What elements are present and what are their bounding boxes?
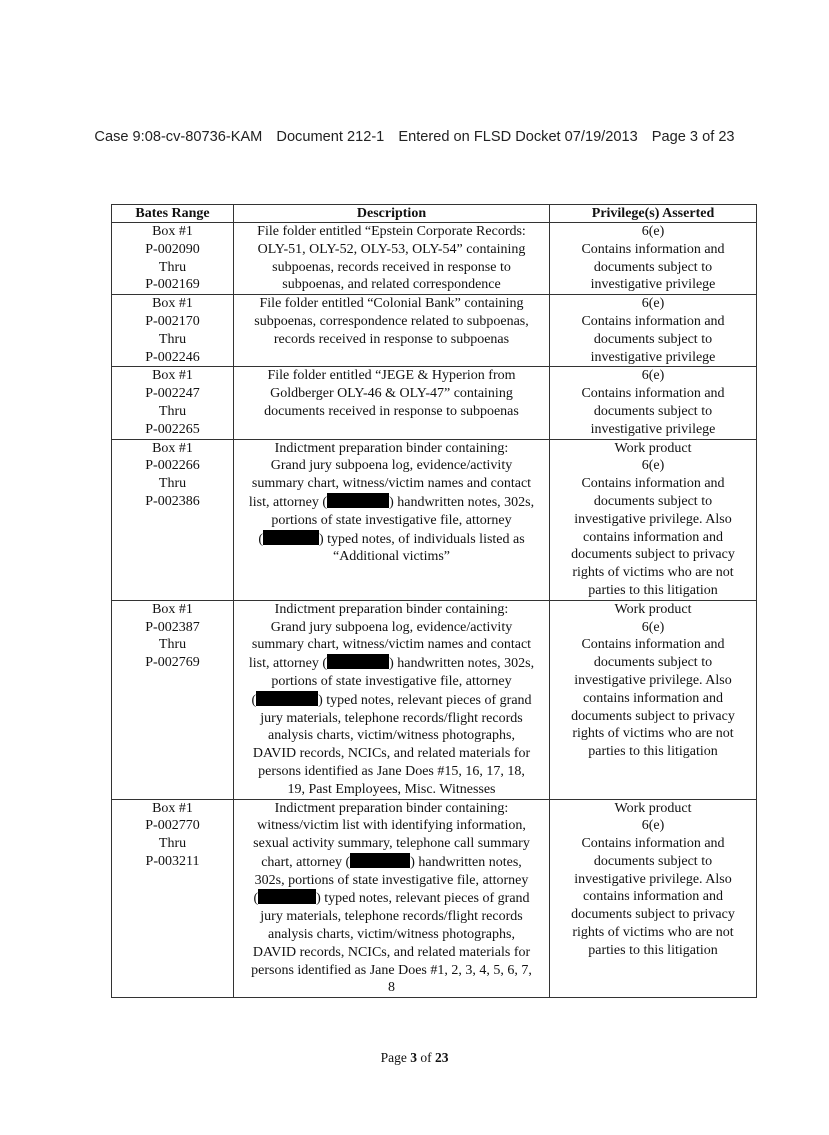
bates-start: P-002170 (145, 313, 200, 329)
description-line: ( ) typed notes, of individuals listed as (258, 531, 525, 547)
description-cell (234, 223, 550, 295)
privilege-line: Work product (614, 601, 692, 617)
privilege-line: 6(e) (641, 619, 665, 635)
privilege-line: documents subject to (593, 853, 713, 869)
description-line: 8 (388, 980, 395, 996)
bates-range-cell (112, 367, 234, 439)
privilege-line: documents subject to privacy (571, 708, 735, 724)
privilege-line: contains information and (583, 529, 723, 545)
table-header-row (112, 205, 757, 223)
bates-range-cell (112, 223, 234, 295)
bates-range-cell (112, 439, 234, 600)
bates-start: P-002770 (145, 818, 200, 834)
description-cell (234, 439, 550, 600)
privilege-line: 6(e) (641, 368, 665, 384)
column-header-bates-range: Bates Range (112, 205, 234, 223)
privilege-line: rights of victims who are not (572, 565, 734, 581)
table-row (112, 439, 757, 600)
description-line: records received in response to subpoenas (273, 331, 510, 347)
description-line: chart, attorney ( ) handwritten notes, (261, 854, 522, 870)
privilege-line: investigative privilege (590, 421, 716, 437)
bates-end: P-002265 (145, 421, 200, 437)
footer-page-word: Page (380, 1050, 407, 1065)
footer-of-word: of (420, 1050, 432, 1065)
thru-label: Thru (158, 331, 187, 347)
privilege-line: investigative privilege. Also (574, 672, 732, 688)
privilege-line: contains information and (583, 889, 723, 905)
privilege-line: investigative privilege (590, 349, 716, 365)
description-line: sexual activity summary, telephone call summary (253, 836, 530, 852)
description-line: witness/victim list with identifying information, (257, 818, 526, 834)
privilege-line: Work product (614, 440, 692, 456)
box-label: Box #1 (152, 800, 193, 816)
redaction-block (258, 889, 316, 904)
box-label: Box #1 (152, 601, 193, 617)
description-line: summary chart, witness/victim names and contact (251, 637, 532, 653)
privilege-line: investigative privilege (590, 277, 716, 293)
privilege-line: documents subject to (593, 259, 713, 275)
privilege-line: rights of victims who are not (572, 925, 734, 941)
description-line: documents received in response to subpoenas (264, 403, 519, 419)
privilege-cell (550, 295, 757, 367)
redaction-block (350, 853, 410, 868)
thru-label: Thru (158, 259, 187, 275)
bates-start: P-002266 (145, 458, 200, 474)
privilege-line: documents subject to (593, 403, 713, 419)
description-line: 19, Past Employees, Misc. Witnesses (287, 781, 496, 797)
box-label: Box #1 (152, 368, 193, 384)
privilege-line: rights of victims who are not (572, 726, 734, 742)
description-line: OLY-51, OLY-52, OLY-53, OLY-54” containing (257, 241, 526, 257)
description-line: DAVID records, NCICs, and related materials for (252, 746, 531, 762)
bates-range-cell (112, 600, 234, 799)
page-footer (0, 1050, 829, 1066)
description-cell (234, 295, 550, 367)
description-line: jury materials, telephone records/flight records (260, 909, 523, 925)
description-line: summary chart, witness/victim names and contact (251, 476, 532, 492)
privilege-line: 6(e) (641, 296, 665, 312)
header-page-count: Page 3 of 23 (651, 129, 735, 145)
thru-label: Thru (158, 637, 187, 653)
description-line: jury materials, telephone records/flight records (260, 710, 523, 726)
redaction-block (256, 691, 318, 706)
description-line: DAVID records, NCICs, and related materials for (252, 944, 531, 960)
description-line: “Additional victims” (332, 549, 451, 565)
privilege-line: 6(e) (641, 458, 665, 474)
privilege-line: 6(e) (641, 818, 665, 834)
table-row (112, 600, 757, 799)
privilege-line: parties to this litigation (588, 744, 718, 760)
privilege-line: Contains information and (581, 241, 725, 257)
table-row (112, 367, 757, 439)
privilege-line: investigative privilege. Also (574, 871, 732, 887)
description-line: analysis charts, victim/witness photographs, (268, 728, 515, 744)
case-header (0, 129, 829, 145)
privilege-cell (550, 799, 757, 998)
description-line: 302s, portions of state investigative file, attorney (254, 872, 529, 888)
privilege-cell (550, 600, 757, 799)
bates-end: P-002386 (145, 493, 200, 509)
privilege-cell (550, 367, 757, 439)
privilege-cell (550, 439, 757, 600)
description-line: Grand jury subpoena log, evidence/activity (270, 619, 513, 635)
privilege-line: documents subject to (593, 655, 713, 671)
table-row (112, 223, 757, 295)
description-line: subpoenas, correspondence related to subpoenas, (254, 313, 529, 329)
description-line: File folder entitled “Colonial Bank” containing (259, 296, 524, 312)
description-cell (234, 799, 550, 998)
description-line: File folder entitled “Epstein Corporate Records: (257, 224, 526, 239)
privilege-line: documents subject to (593, 493, 713, 509)
box-label: Box #1 (152, 296, 193, 312)
privilege-line: Contains information and (581, 476, 725, 492)
description-line: list, attorney ( ) handwritten notes, 302s, (248, 656, 535, 672)
privilege-log-table (111, 204, 757, 998)
description-line: list, attorney ( ) handwritten notes, 302s, (248, 494, 535, 510)
footer-page-total: 23 (434, 1050, 449, 1065)
bates-start: P-002387 (145, 619, 200, 635)
description-line: Indictment preparation binder containing: (274, 601, 509, 617)
privilege-line: 6(e) (641, 224, 665, 239)
description-line: persons identified as Jane Does #15, 16, 17, 18, (258, 763, 525, 779)
redaction-block (263, 530, 319, 545)
privilege-line: Contains information and (581, 637, 725, 653)
case-number: Case 9:08-cv-80736-KAM (94, 129, 263, 145)
document-number: Document 212-1 (276, 129, 385, 145)
privilege-cell (550, 223, 757, 295)
privilege-line: parties to this litigation (588, 582, 718, 598)
description-line: ( ) typed notes, relevant pieces of grand (253, 891, 530, 907)
thru-label: Thru (158, 836, 187, 852)
privilege-line: investigative privilege. Also (574, 511, 732, 527)
privilege-line: Contains information and (581, 313, 725, 329)
redaction-block (327, 493, 389, 508)
description-line: subpoenas, records received in response to (272, 259, 511, 275)
privilege-line: documents subject to (593, 331, 713, 347)
privilege-line: documents subject to privacy (571, 547, 735, 563)
thru-label: Thru (158, 403, 187, 419)
bates-range-cell (112, 799, 234, 998)
description-line: analysis charts, victim/witness photographs, (268, 927, 515, 943)
column-header-privileges: Privilege(s) Asserted (550, 205, 757, 223)
bates-start: P-002247 (145, 386, 200, 402)
privilege-line: contains information and (583, 690, 723, 706)
bates-end: P-002169 (145, 277, 200, 293)
description-line: ( ) typed notes, relevant pieces of grand (251, 692, 532, 708)
table-row (112, 799, 757, 998)
description-line: Indictment preparation binder containing: (274, 440, 509, 456)
privilege-line: Contains information and (581, 386, 725, 402)
bates-end: P-002246 (145, 349, 200, 365)
description-line: portions of state investigative file, attorney (271, 512, 512, 528)
footer-page-number: 3 (410, 1050, 417, 1065)
description-line: Goldberger OLY-46 & OLY-47” containing (270, 386, 513, 402)
box-label: Box #1 (152, 440, 193, 456)
description-line: portions of state investigative file, attorney (271, 673, 512, 689)
description-cell (234, 600, 550, 799)
column-header-description: Description (234, 205, 550, 223)
bates-start: P-002090 (145, 241, 200, 257)
thru-label: Thru (158, 476, 187, 492)
description-cell (234, 367, 550, 439)
description-line: Grand jury subpoena log, evidence/activity (270, 458, 513, 474)
description-line: persons identified as Jane Does #1, 2, 3, 4, 5, 6, 7, (251, 962, 532, 978)
bates-end: P-003211 (145, 853, 200, 869)
privilege-line: Work product (614, 800, 692, 816)
bates-end: P-002769 (145, 655, 200, 671)
description-line: File folder entitled “JEGE & Hyperion from (267, 368, 516, 384)
table-row (112, 295, 757, 367)
redaction-block (327, 654, 389, 669)
description-line: subpoenas, and related correspondence (282, 277, 501, 293)
docket-entry: Entered on FLSD Docket 07/19/2013 (398, 129, 638, 145)
box-label: Box #1 (152, 224, 193, 239)
privilege-line: documents subject to privacy (571, 907, 735, 923)
bates-range-cell (112, 295, 234, 367)
privilege-line: parties to this litigation (588, 942, 718, 958)
description-line: Indictment preparation binder containing: (274, 800, 509, 816)
privilege-line: Contains information and (581, 836, 725, 852)
